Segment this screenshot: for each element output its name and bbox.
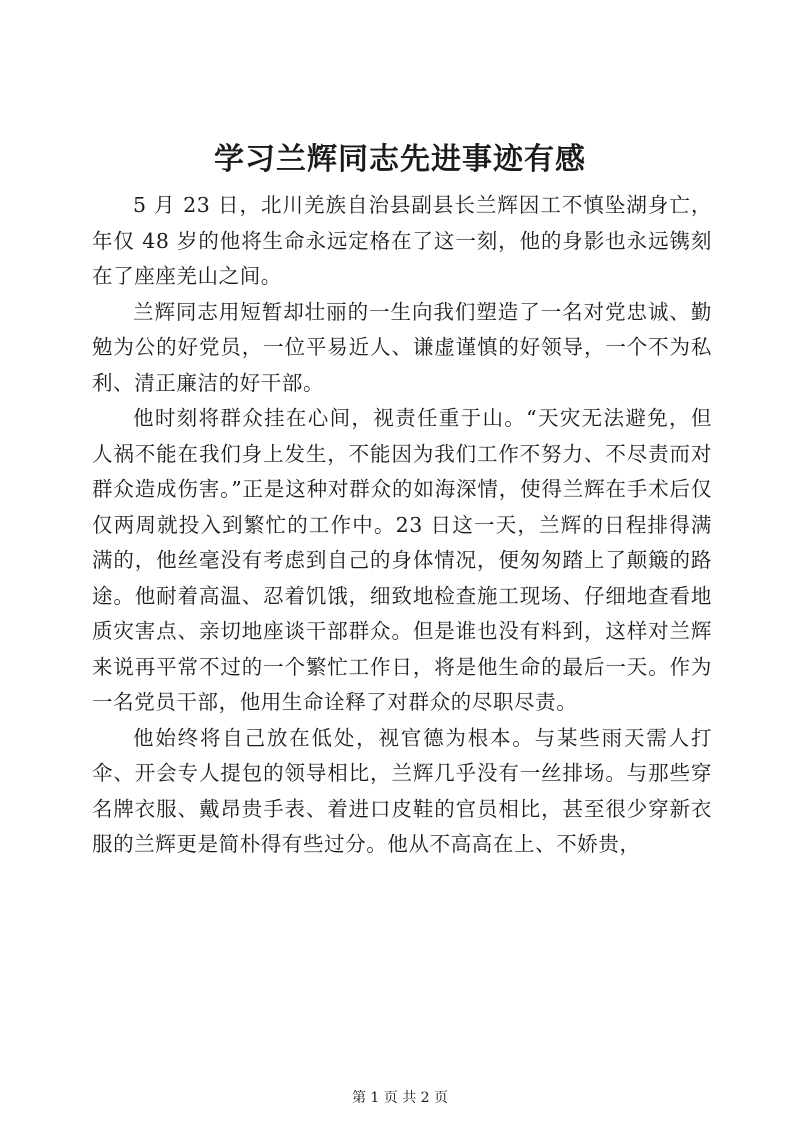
paragraph: 5 月 23 日，北川羌族自治县副县长兰辉因工不慎坠湖身亡，年仅 48 岁的他将生命永远定格在了这一刻，他的身影也永远镌刻在了座座羌山之间。 — [92, 193, 712, 288]
paragraph: 他始终将自己放在低处，视官德为根本。与某些雨天需人打伞、开会专人提包的领导相比，兰辉几乎没有一丝排场。与那些穿名牌衣服、戴昂贵手表、着进口皮鞋的官员相比，甚至很少穿新衣服的兰辉更是简朴得有些过分。他从不高高在上、不娇贵， — [92, 725, 712, 856]
page-footer: 第 1 页 共 2 页 — [351, 1090, 449, 1106]
paragraph: 兰辉同志用短暂却壮丽的一生向我们塑造了一名对党忠诚、勤勉为公的好党员，一位平易近人、谦虚谨慎的好领导，一个不为私利、清正廉洁的好干部。 — [92, 299, 712, 395]
paragraph: 他时刻将群众挂在心间，视责任重于山。“天灾无法避免，但人祸不能在我们身上发生，不能因为我们工作不努力、不尽责而对群众造成伤害。”正是这种对群众的如海深情，使得兰辉在手术后仅仅两周就投入到繁忙的工作中。23 日这一天，兰辉的日程排得满满的，他丝毫没有考虑到自己的身体情况，便匆匆踏上了颠簸的路途。他耐着高温、忍着饥饿，细致地检查施工现场、仔细地查看地质灾害点、亲切地座谈干部群众。但是谁也没有料到，这样对兰辉来说再平常不过的一个繁忙工作日，将是他生命的最后一天。作为一名党员干部，他用生命诠释了对群众的尽职尽责。 — [92, 406, 712, 714]
document-body — [92, 188, 712, 863]
document-title: 学习兰辉同志先进事迹有感 — [214, 142, 586, 177]
